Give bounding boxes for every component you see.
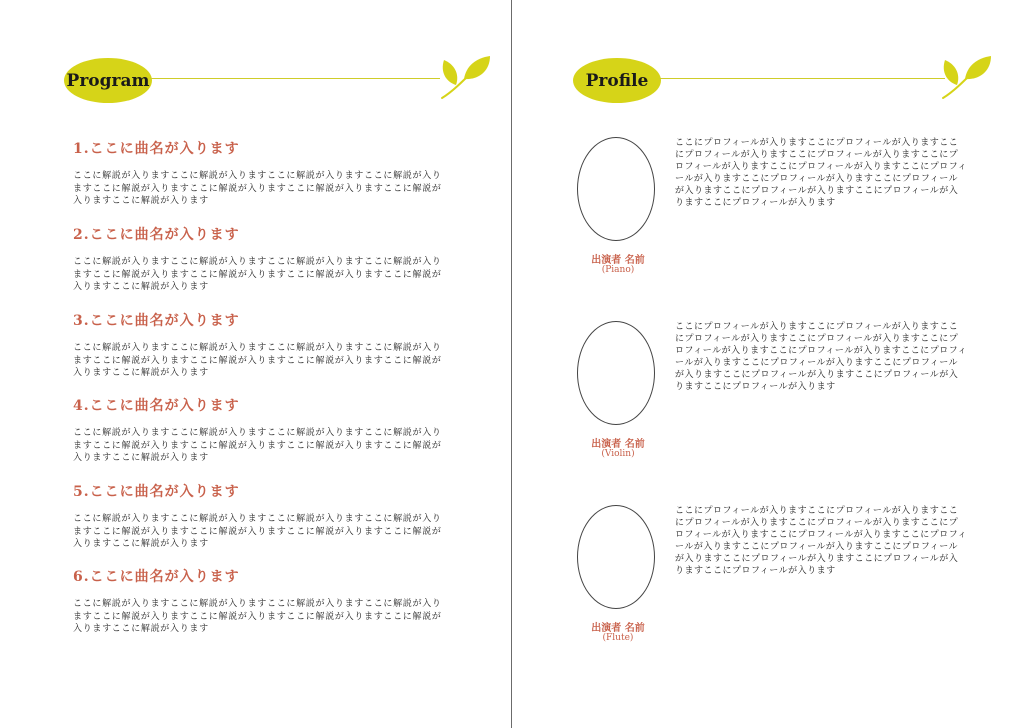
program-item [73, 395, 443, 465]
song-title: 5.ここに曲名が入ります [73, 484, 240, 500]
song-title: 6.ここに曲名が入ります [73, 569, 240, 585]
song-description: ここに解説が入りますここに解説が入りますここに解説が入りますここに解説が入りますここに解説が入りますここに解説が入りますここに解説が入りますここに解説が入りますここに解説が入ります [73, 171, 442, 206]
photo-placeholder [577, 505, 655, 609]
program-item [73, 481, 443, 551]
song-title: 2.ここに曲名が入ります [73, 227, 240, 243]
song-description: ここに解説が入りますここに解説が入りますここに解説が入りますここに解説が入りますここに解説が入りますここに解説が入りますここに解説が入りますここに解説が入りますここに解説が入ります [73, 514, 442, 549]
performer-bio: ここにプロフィールが入りますここにプロフィールが入りますここにプロフィールが入りますここにプロフィールが入りますここにプロフィールが入りますここにプロフィールが入りますここにプロフィールが入りますここにプロフィールが入りますここにプロフィールが入りますここにプロフィールが入りますここにプロフィールが入りますここにプロフィールが入ります [675, 138, 967, 208]
photo-placeholder [577, 321, 655, 425]
program-item [73, 138, 443, 208]
photo-placeholder [577, 137, 655, 241]
header-rule [150, 78, 440, 79]
performer-profile [573, 505, 973, 655]
leaf-icon [436, 52, 492, 108]
performer-profile [573, 321, 973, 471]
program-heading: Program [66, 70, 150, 91]
song-description: ここに解説が入りますここに解説が入りますここに解説が入りますここに解説が入りますここに解説が入りますここに解説が入りますここに解説が入りますここに解説が入りますここに解説が入ります [73, 257, 442, 292]
profile-page [513, 0, 1024, 728]
song-title: 3.ここに曲名が入ります [73, 313, 240, 329]
program-heading-badge [64, 58, 152, 103]
performer-instrument: (Piano) [601, 265, 635, 275]
song-description: ここに解説が入りますここに解説が入りますここに解説が入りますここに解説が入りますここに解説が入りますここに解説が入りますここに解説が入りますここに解説が入りますここに解説が入ります [73, 428, 442, 463]
leaf-icon [937, 52, 993, 108]
performer-name: 出演者 名前 [591, 439, 645, 450]
performer-instrument: (Violin) [601, 449, 635, 459]
song-description: ここに解説が入りますここに解説が入りますここに解説が入りますここに解説が入りますここに解説が入りますここに解説が入りますここに解説が入りますここに解説が入りますここに解説が入ります [73, 599, 442, 634]
song-title: 1.ここに曲名が入ります [73, 141, 240, 157]
performer-name: 出演者 名前 [591, 255, 645, 266]
song-description: ここに解説が入りますここに解説が入りますここに解説が入りますここに解説が入りますここに解説が入りますここに解説が入りますここに解説が入りますここに解説が入りますここに解説が入ります [73, 343, 442, 378]
song-title: 4.ここに曲名が入ります [73, 398, 240, 414]
header-rule [659, 78, 945, 79]
program-header [0, 52, 512, 108]
performer-instrument: (Flute) [602, 633, 634, 643]
page-divider [511, 0, 512, 728]
profile-heading: Profile [585, 70, 649, 91]
profile-heading-badge [573, 58, 661, 103]
performer-bio: ここにプロフィールが入りますここにプロフィールが入りますここにプロフィールが入りますここにプロフィールが入りますここにプロフィールが入りますここにプロフィールが入りますここにプロフィールが入りますここにプロフィールが入りますここにプロフィールが入りますここにプロフィールが入りますここにプロフィールが入りますここにプロフィールが入ります [675, 322, 967, 392]
profile-header [513, 52, 1024, 108]
program-item [73, 566, 443, 636]
program-item [73, 310, 443, 380]
performer-name: 出演者 名前 [591, 623, 645, 634]
program-item [73, 224, 443, 294]
performer-profile [573, 137, 973, 287]
performer-bio: ここにプロフィールが入りますここにプロフィールが入りますここにプロフィールが入りますここにプロフィールが入りますここにプロフィールが入りますここにプロフィールが入りますここにプロフィールが入りますここにプロフィールが入りますここにプロフィールが入りますここにプロフィールが入りますここにプロフィールが入りますここにプロフィールが入ります [675, 506, 967, 576]
